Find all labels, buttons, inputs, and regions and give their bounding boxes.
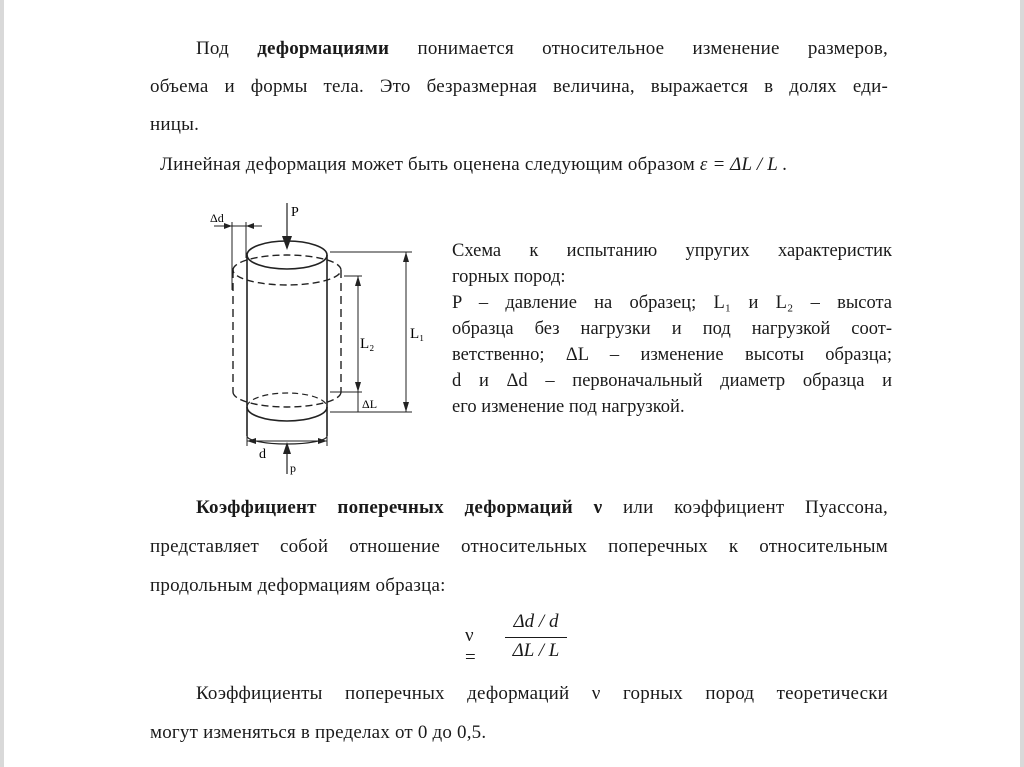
page-edge-right	[1020, 0, 1024, 767]
caption-line-4: образца без нагрузки и под нагрузкой соот-	[452, 319, 892, 339]
paragraph-4-line-2: могут изменяться в пределах от 0 до 0,5.	[150, 722, 487, 743]
label-L2: L₂	[360, 336, 375, 352]
fraction-bar	[505, 637, 567, 638]
paragraph-3-line-1	[196, 497, 888, 519]
dd-arrow-right	[246, 223, 254, 229]
d-arrow-right	[318, 438, 327, 444]
formula-denominator: ΔL / L	[512, 640, 560, 661]
cylinder-bottom-back	[247, 393, 327, 407]
linear-strain-formula: ε = ΔL / L .	[699, 154, 788, 175]
label-P-bottom: p	[290, 461, 296, 475]
label-dL: ΔL	[362, 397, 378, 411]
caption-line-6: d и Δd – первоначальный диаметр образца и	[452, 371, 892, 391]
p1-text-a: Под	[196, 38, 258, 59]
caption-line-1: Схема к испытанию упругих характеристик	[452, 241, 892, 261]
cylinder-bottom-front	[247, 407, 327, 421]
dd-arrow-left	[224, 223, 232, 229]
p1-term-deformations: деформациями	[257, 38, 390, 59]
L1-arrow-top	[403, 252, 409, 262]
deformed-bottom-ellipse	[233, 392, 341, 407]
specimen-diagram	[200, 195, 440, 480]
p3-term-poisson: Коэффициент поперечных деформаций ν	[196, 497, 603, 518]
caption-line-5: ветственно; ΔL – изменение высоты образца;	[452, 345, 892, 365]
formula-lhs: ν =	[465, 625, 476, 668]
caption-line-2: горных пород:	[452, 267, 566, 287]
paragraph-2	[160, 154, 788, 176]
L2-arrow-top	[355, 276, 361, 286]
label-dd: Δd	[210, 211, 224, 225]
caption-line-7: его изменение под нагрузкой.	[452, 397, 685, 417]
paragraph-3-line-2: представляет собой отношение относительных поперечных к относительным	[150, 536, 888, 557]
label-P-top: P	[291, 205, 299, 220]
page-edge-left	[0, 0, 4, 767]
caption-line-3: P – давление на образец; L₁ и L₂ – высота	[452, 293, 892, 313]
paragraph-1-line-3: ницы.	[150, 114, 200, 135]
d-arrow-left	[247, 438, 256, 444]
p2-text: Линейная деформация может быть оценена следующим образом	[160, 154, 700, 175]
label-d: d	[259, 447, 266, 462]
p3-rest: или коэффициент Пуассона,	[602, 497, 888, 518]
load-arrow-top-head	[282, 236, 292, 250]
paragraph-3-line-3: продольным деформациям образца:	[150, 575, 446, 596]
L2-arrow-bottom	[355, 382, 361, 392]
label-L1: L₁	[410, 326, 425, 342]
formula-numerator: Δd / d	[513, 611, 559, 632]
paragraph-1-line-2: объема и формы тела. Это безразмерная величина, выражается в долях еди-	[150, 76, 888, 97]
figure-caption	[452, 238, 892, 420]
paragraph-4-line-1: Коэффициенты поперечных деформаций ν горных пород теоретически	[196, 683, 888, 704]
p1-text-c: понимается относительное изменение размеров,	[389, 38, 888, 59]
paragraph-1-line-1	[196, 38, 888, 60]
L1-arrow-bottom	[403, 402, 409, 412]
